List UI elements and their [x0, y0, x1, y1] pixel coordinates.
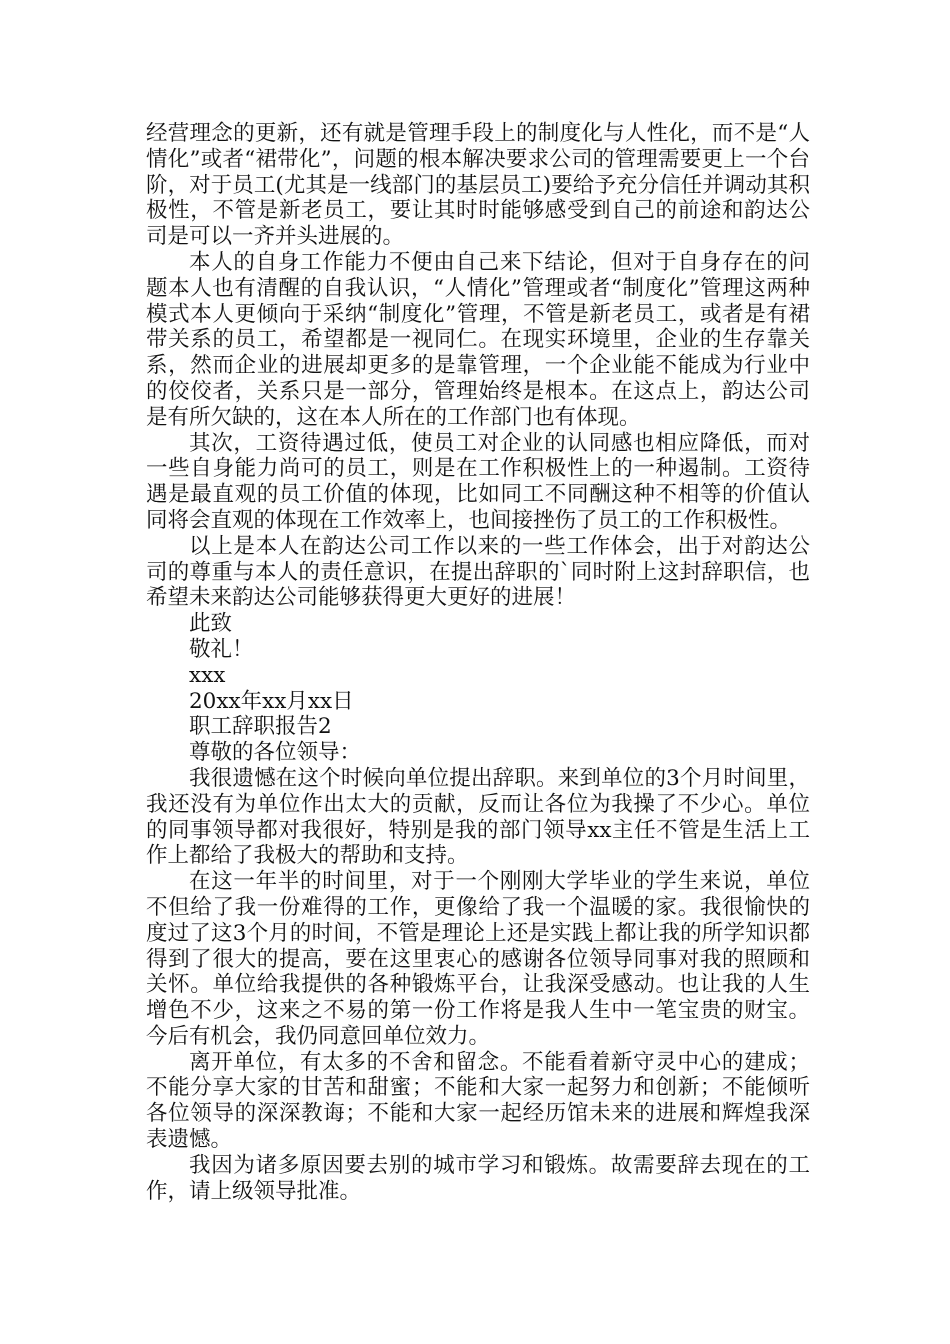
paragraph-resignation-intro: 我很遗憾在这个时候向单位提出辞职。来到单位的3个月时间里，我还没有为单位作出太大的贡献，反而让各位为我操了不少心。单位的同事领导都对我很好，特别是我的部门领导xx主任不管是生活上工作上都给了我极大的帮助和支持。	[146, 765, 810, 869]
paragraph-management-continuation: 经营理念的更新，还有就是管理手段上的制度化与人性化，而不是“人情化”或者“裙带化”，问题的根本解决要求公司的管理需要更上一个台阶，对于员工(尤其是一线部门的基层员工)要给予充分信任并调动其积极性，不管是新老员工，要让其时时能够感受到自己的前途和韵达公司是可以一齐并头进展的。	[146, 121, 810, 250]
closing-line: 此致	[189, 611, 233, 637]
document-page	[146, 121, 810, 1204]
paragraph-salary: 其次，工资待遇过低，使员工对企业的认同感也相应降低，而对一些自身能力尚可的员工，则是在工作积极性上的一种遏制。工资待遇是最直观的员工价值的体现，比如同工不同酬这种不相等的价值认同将会直观的体现在工作效率上，也间接挫伤了员工的工作积极性。	[146, 430, 810, 533]
salute-line: 敬礼！	[189, 636, 254, 662]
paragraph-conclusion: 以上是本人在韵达公司工作以来的一些工作体会，出于对韵达公司的尊重与本人的责任意识，在提出辞职的`同时附上这封辞职信，也希望未来韵达公司能够获得更大更好的进展！	[146, 533, 810, 611]
greeting-line: 尊敬的各位领导：	[189, 740, 362, 766]
paragraph-gratitude: 在这一年半的时间里，对于一个刚刚大学毕业的学生来说，单位不但给了我一份难得的工作，更像给了我一个温暖的家。我很愉快的度过了这3个月的时间，不管是理论上还是实践上都让我的所学知识都得到了很大的提高，要在这里衷心的感谢各位领导同事对我的照顾和关怀。单位给我提供的各种锻炼平台，让我深受感动。也让我的人生增色不少，这来之不易的第一份工作将是我人生中一笔宝贵的财宝。今后有机会，我仍同意回单位效力。	[146, 869, 810, 1049]
paragraph-request: 我因为诸多原因要去别的城市学习和锻炼。故需要辞去现在的工作，请上级领导批准。	[146, 1152, 810, 1204]
paragraph-regret: 离开单位，有太多的不舍和留念。不能看着新守灵中心的建成；不能分享大家的甘苦和甜蜜；不能和大家一起努力和创新；不能倾听各位领导的深深教诲；不能和大家一起经历馆未来的进展和辉煌我深表遗憾。	[146, 1049, 810, 1153]
signature-line: xxx	[189, 662, 226, 688]
date-line: 20xx年xx月xx日	[189, 688, 354, 714]
report-title: 职工辞职报告2	[189, 714, 332, 740]
paragraph-self-assessment: 本人的自身工作能力不便由自己来下结论，但对于自身存在的问题本人也有清醒的自我认识，“人情化”管理或者“制度化”管理这两种模式本人更倾向于采纳“制度化”管理，不管是新老员工，或者是有裙带关系的员工，希望都是一视同仁。在现实环境里，企业的生存靠关系，然而企业的进展却更多的是靠管理，一个企业能不能成为行业中的佼佼者，关系只是一部分，管理始终是根本。在这点上，韵达公司是有所欠缺的，这在本人所在的工作部门也有体现。	[146, 249, 810, 430]
